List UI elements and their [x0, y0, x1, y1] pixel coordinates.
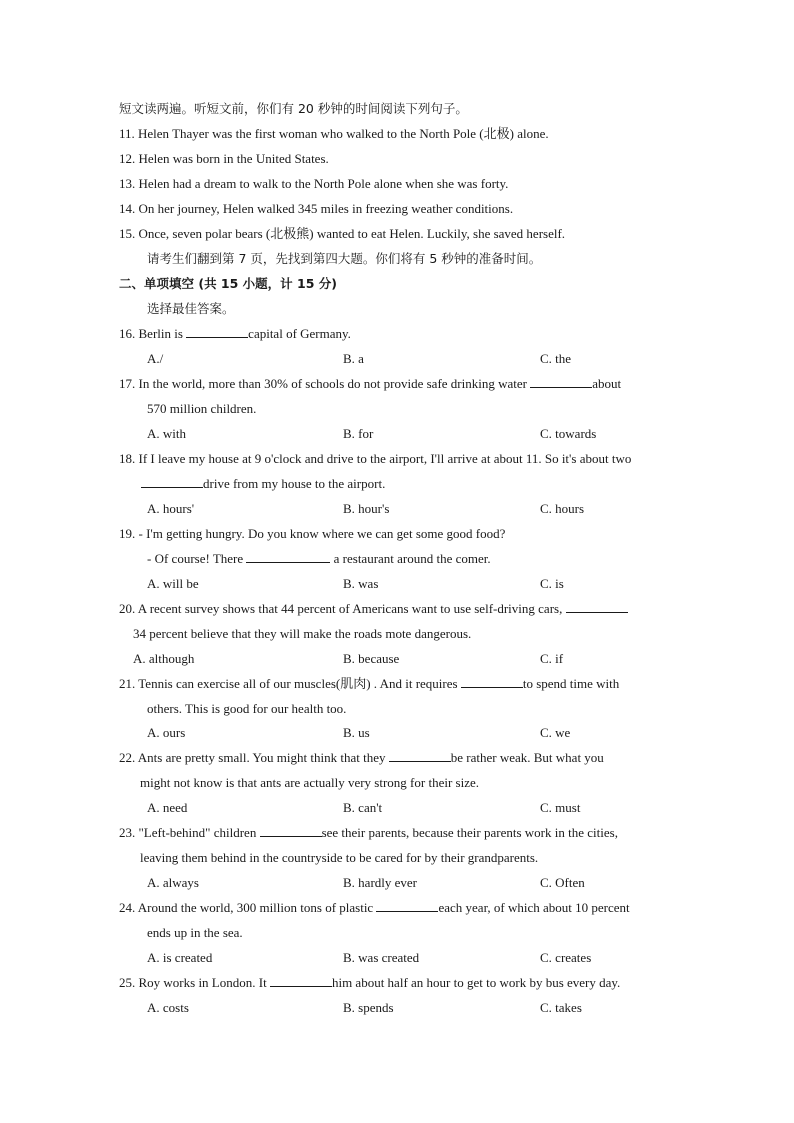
section-subtitle: 选择最佳答案。: [147, 301, 235, 316]
question-20-cont: 34 percent believe that they will make the roads mote dangerous.: [133, 626, 472, 641]
option-c: C. Often: [540, 875, 585, 890]
question-text: him about half an hour to get to work by bus every day.: [331, 975, 621, 990]
question-text: 16. Berlin is: [119, 326, 187, 341]
answer-blank: [186, 325, 248, 338]
question-22-cont: might not know is that ants are actually very strong for their size.: [140, 775, 479, 790]
option-a: A. always: [147, 875, 199, 890]
option-a: A. hours': [147, 501, 195, 516]
question-text: 25. Roy works in London. It: [119, 975, 270, 990]
answer-blank: [530, 375, 592, 388]
statement-14: 14. On her journey, Helen walked 345 miles in freezing weather conditions.: [119, 201, 514, 216]
question-18-cont: [141, 475, 385, 493]
question-20: [119, 600, 628, 618]
question-text: - Of course! There: [147, 551, 247, 566]
option-b: B. was created: [343, 950, 420, 965]
option-b: B. hardly ever: [343, 875, 418, 890]
option-c: C. is: [540, 576, 564, 591]
option-b: B. us: [343, 725, 370, 740]
option-b: B. can't: [343, 800, 383, 815]
option-a: A. with: [147, 426, 186, 441]
question-text: drive from my house to the airport.: [203, 476, 386, 491]
option-b: B. hour's: [343, 501, 390, 516]
question-17: [119, 375, 621, 393]
page-instruction: 请考生们翻到第 7 页，先找到第四大题。你们将有 5 秒钟的准备时间。: [147, 251, 542, 266]
answer-blank: [461, 675, 523, 688]
question-text: 22. Ants are pretty small. You might think that they: [119, 750, 389, 765]
question-text: to spend time with: [522, 676, 620, 691]
option-c: C. towards: [540, 426, 597, 441]
section-title: 二、单项填空 (共 15 小题，计 15 分): [119, 276, 337, 291]
option-c: C. creates: [540, 950, 592, 965]
question-text: 17. In the world, more than 30% of schools do not provide safe drinking water: [119, 376, 531, 391]
question-text: see their parents, because their parents work in the cities,: [321, 825, 618, 840]
option-b: B. a: [343, 351, 364, 366]
option-c: C. we: [540, 725, 571, 740]
answer-blank: [376, 899, 438, 912]
statement-13: 13. Helen had a dream to walk to the North Pole alone when she was forty.: [119, 176, 509, 191]
question-text: be rather weak. But what you: [450, 750, 604, 765]
question-text: 21. Tennis can exercise all of our muscles(肌肉) . And it requires: [119, 676, 461, 691]
statement-11: 11. Helen Thayer was the first woman who walked to the North Pole (北极) alone.: [119, 126, 549, 141]
answer-blank: [246, 550, 330, 563]
option-a: A. costs: [147, 1000, 189, 1015]
listening-intro: 短文读两遍。听短文前，你们有 20 秒钟的时间阅读下列句子。: [119, 101, 468, 116]
option-b: B. was: [343, 576, 379, 591]
answer-blank: [260, 824, 322, 837]
question-21-cont: others. This is good for our health too.: [147, 701, 347, 716]
statement-15: 15. Once, seven polar bears (北极熊) wanted to eat Helen. Luckily, she saved herself.: [119, 226, 566, 241]
question-24-cont: ends up in the sea.: [147, 925, 243, 940]
question-19-cont: [147, 550, 491, 568]
option-c: C. takes: [540, 1000, 582, 1015]
option-b: B. for: [343, 426, 374, 441]
question-text: each year, of which about 10 percent: [438, 900, 630, 915]
option-a: A. will be: [147, 576, 199, 591]
answer-blank: [270, 974, 332, 987]
option-c: C. must: [540, 800, 581, 815]
question-24: [119, 899, 630, 917]
option-a: A. ours: [147, 725, 186, 740]
answer-blank: [141, 475, 203, 488]
question-23-cont: leaving them behind in the countryside to be cared for by their grandparents.: [140, 850, 539, 865]
question-18: 18. If I leave my house at 9 o'clock and drive to the airport, I'll arrive at about 11. So it's about two: [119, 451, 632, 466]
option-a: A./: [147, 351, 164, 366]
statement-12: 12. Helen was born in the United States.: [119, 151, 329, 166]
question-text: 20. A recent survey shows that 44 percent of Americans want to use self-driving cars,: [119, 601, 566, 616]
question-16: [119, 325, 351, 343]
question-19: 19. - I'm getting hungry. Do you know where we can get some good food?: [119, 526, 506, 541]
question-17-cont: 570 million children.: [147, 401, 257, 416]
question-25: [119, 974, 620, 992]
question-23: [119, 824, 618, 842]
question-21: [119, 675, 619, 693]
option-a: A. although: [133, 651, 195, 666]
option-c: C. the: [540, 351, 572, 366]
question-text: 24. Around the world, 300 million tons of plastic: [119, 900, 377, 915]
option-c: C. hours: [540, 501, 585, 516]
question-text: about: [592, 376, 622, 391]
question-text: a restaurant around the comer.: [330, 551, 491, 566]
question-22: [119, 749, 604, 767]
question-text: 23. "Left-behind" children: [119, 825, 260, 840]
question-text: capital of Germany.: [248, 326, 351, 341]
option-b: B. spends: [343, 1000, 394, 1015]
option-c: C. if: [540, 651, 564, 666]
answer-blank: [389, 749, 451, 762]
option-a: A. is created: [147, 950, 213, 965]
option-a: A. need: [147, 800, 188, 815]
option-b: B. because: [343, 651, 400, 666]
answer-blank: [566, 600, 628, 613]
